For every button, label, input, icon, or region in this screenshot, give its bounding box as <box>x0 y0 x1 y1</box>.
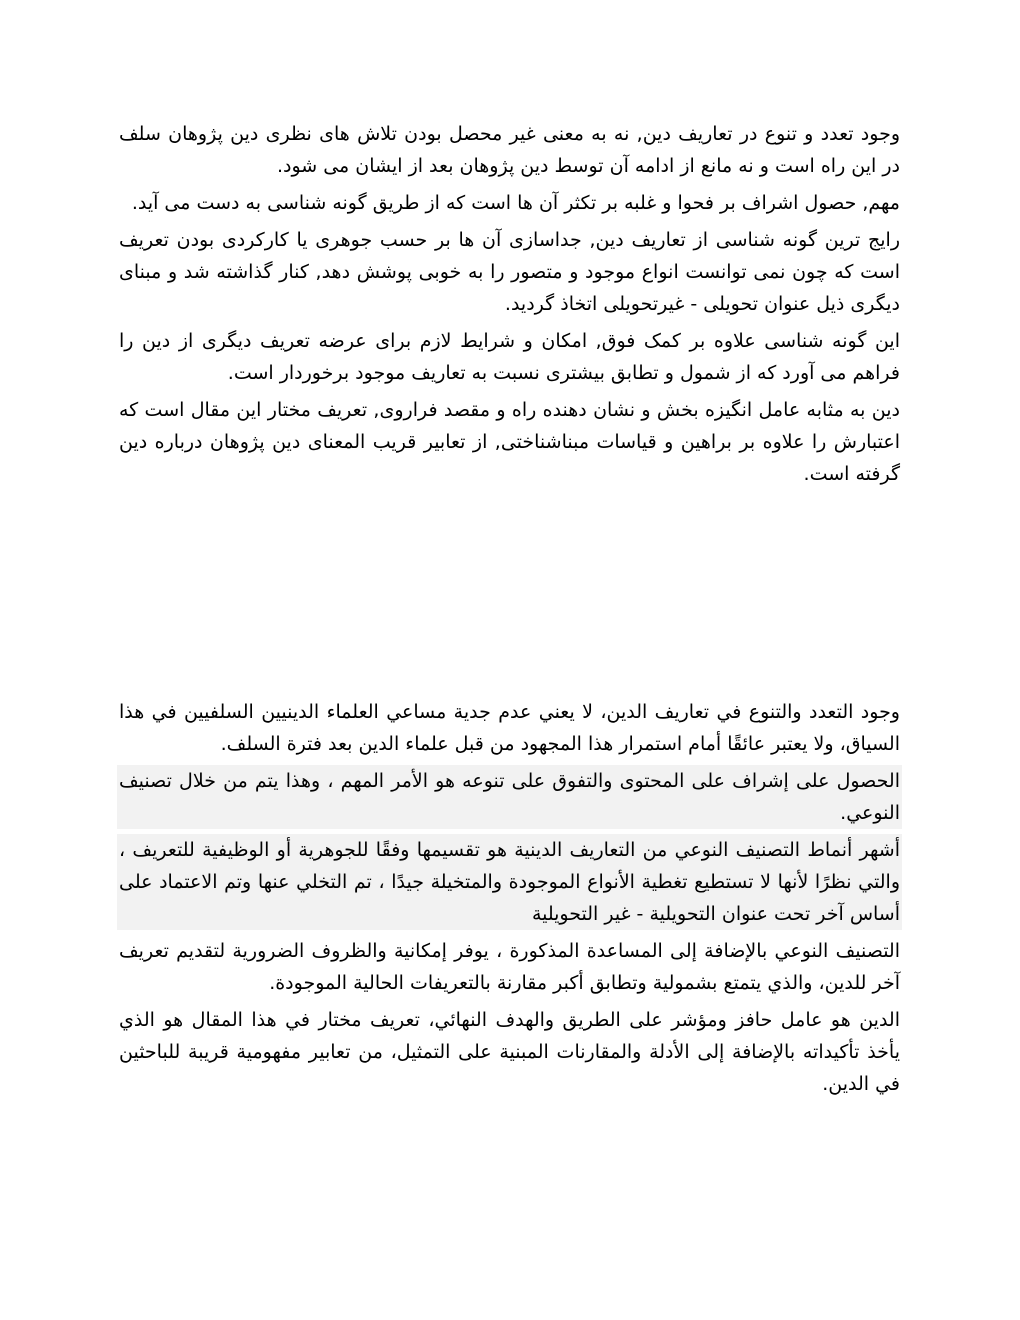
persian-paragraph-1: وجود تعدد و تنوع در تعاریف دین, نه به معنی غیر محصل بودن تلاش های نظری دین پژوهان سلف در این راه است و نه مانع از ادامه آن توسط دین پژوهان بعد از ایشان می شود. <box>119 123 900 177</box>
arabic-paragraph-2: الحصول على إشراف على المحتوى والتفوق على تنوعه هو الأمر المهم ، وهذا يتم من خلال تصنيف النوعي. <box>117 765 902 829</box>
persian-paragraph-3: رایج ترین گونه شناسی از تعاریف دین, جداسازی آن ها بر حسب جوهری یا کارکردی بودن تعریف است که چون نمی توانست انواع موجود و متصور را به خوبی پوشش دهد, کنار گذاشته شد و مبنای دیگری ذیل عنوان تحویلی - غیرتحویلی اتخاذ گردید. <box>119 229 900 315</box>
persian-paragraph-4: این گونه شناسی علاوه بر کمک فوق, امکان و شرایط لازم برای عرضه تعریف دیگری از دین را فراهم می آورد که از شمول و تطابق بیشتری نسبت به تعاریف موجود برخوردار است. <box>119 330 900 384</box>
arabic-paragraph-5: الدين هو عامل حافز ومؤشر على الطريق والهدف النهائي، تعريف مختار في هذا المقال هو الذي يأخذ تأكيداته بالإضافة إلى الأدلة والمقارنات المبنية على التمثيل، من تعابير مفهومية قريبة للباحثين في الدين. <box>119 1009 900 1095</box>
persian-paragraph-5: دین به مثابه عامل انگیزه بخش و نشان دهنده راه و مقصد فراروی, تعریف مختار این مقال است که اعتبارش را علاوه بر براهین و قیاسات مبناشناختی, از تعابیر قریب المعنای دین پژوهان درباره دین گرفته است. <box>119 399 900 485</box>
arabic-paragraph-4: التصنيف النوعي بالإضافة إلى المساعدة المذكورة ، يوفر إمكانية والظروف الضرورية لتقديم تعريف آخر للدين، والذي يتمتع بشمولية وتطابق أكبر مقارنة بالتعريفات الحالية الموجودة. <box>119 940 900 994</box>
arabic-paragraph-1: وجود التعدد والتنوع في تعاريف الدين، لا يعني عدم جدية مساعي العلماء الدينيين السلفيين في هذا السياق، ولا يعتبر عائقًا أمام استمرار هذا المجهود من قبل علماء الدين بعد فترة السلف. <box>119 701 900 755</box>
persian-section <box>117 118 902 490</box>
arabic-paragraph-3: أشهر أنماط التصنيف النوعي من التعاريف الدينية هو تقسيمها وفقًا للجوهرية أو الوظيفية للتعريف ، والتي نظرًا لأنها لا تستطيع تغطية الأنواع الموجودة والمتخيلة جيدًا ، تم التخلي عنها وتم الاعتماد على أساس آخر تحت عنوان التحويلية - غير التحويلية <box>117 834 902 930</box>
arabic-section <box>117 696 902 1100</box>
persian-paragraph-2: مهم, حصول اشراف بر فحوا و غلبه بر تکثر آن ها است که از طریق گونه شناسی به دست می آید. <box>131 192 900 214</box>
